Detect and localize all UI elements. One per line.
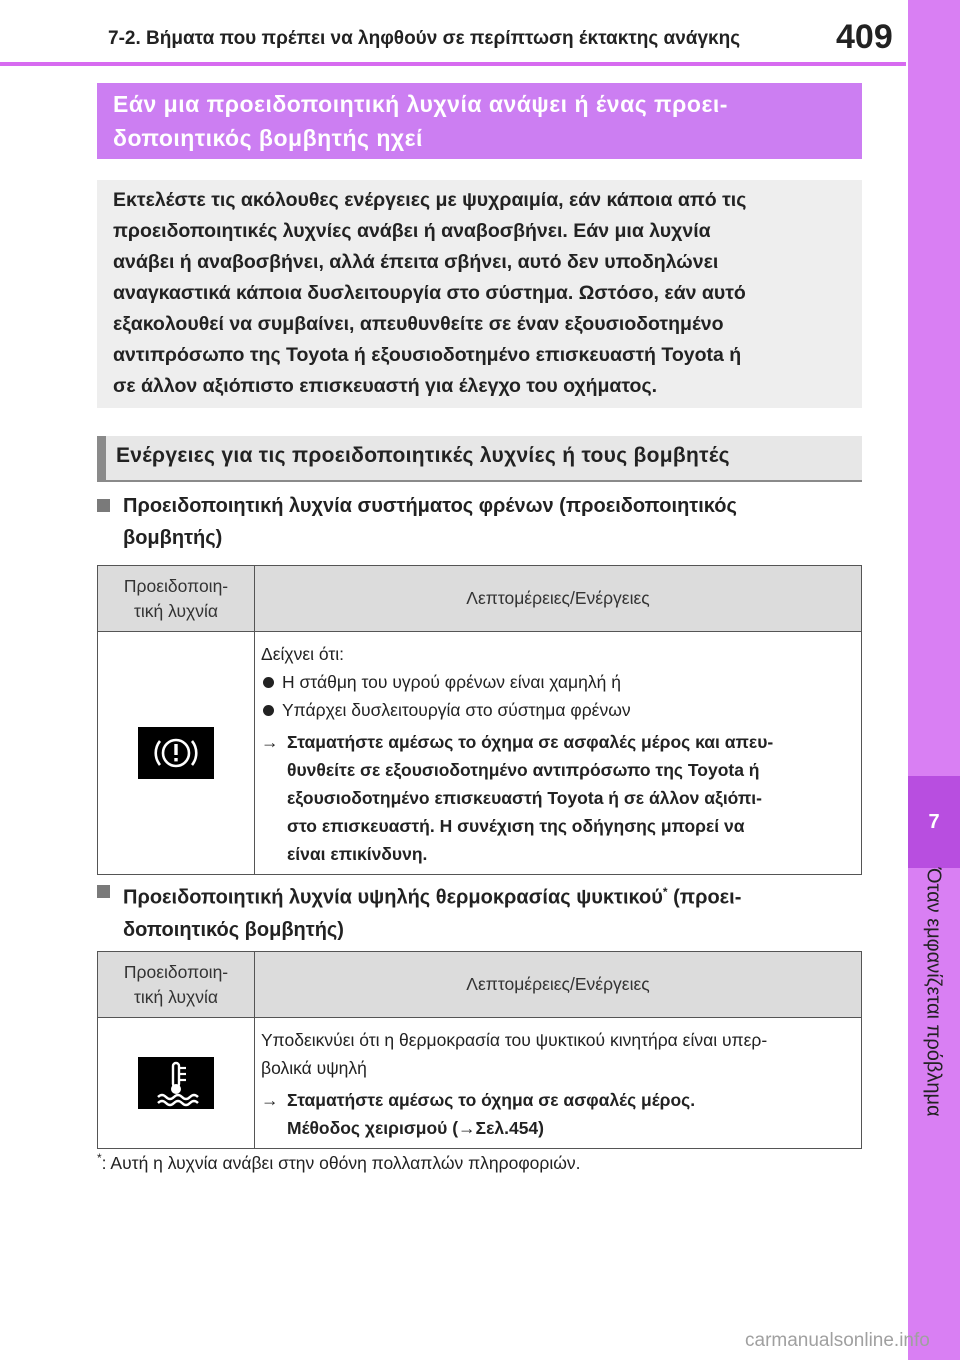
intro-line: προειδοποιητικές λυχνίες ανάβει ή αναβοσβήνει. Εάν μια λυχνία [113,220,711,242]
section-title-box [97,83,862,159]
header-lamp-line: Προειδοποιη- [123,961,229,982]
footnote-text: : Αυτή η λυχνία ανάβει στην οθόνη πολλαπλών πληροφοριών. [101,1152,581,1173]
action-line: Σταματήστε αμέσως το όχημα σε ασφαλές μέρος. [287,1090,696,1110]
square-bullet-icon [97,499,110,512]
action-line: εξουσιοδοτημένο επισκευαστή Toyota ή σε άλλον αξιόπι- [287,788,762,808]
action-line: είναι επικίνδυνη. [287,844,428,864]
brake-subheading-line: βομβητής) [123,527,223,549]
action-line: στο επισκευαστή. Η συνέχιση της οδήγησης μπορεί να [287,816,745,836]
header-lamp [98,566,255,632]
coolant-description-line: βολικά υψηλή [261,1058,367,1078]
list-item [261,696,855,724]
arrow-icon: → [261,1090,279,1110]
coolant-subheading-line [123,876,862,914]
header-lamp-line: Προειδοποιη- [123,575,229,596]
coolant-action [261,1086,855,1142]
section-heading: Ενέργειες για τις προειδοποιητικές λυχνίες ή τους βομβητές [97,436,862,482]
table-row [98,1018,862,1149]
coolant-subheading [97,876,862,946]
section-title-line: Εάν μια προειδοποιητική λυχνία ανάψει ή ένας προει- [113,91,728,117]
list-item-text: Η στάθμη του υγρού φρένων είναι χαμηλή ή [282,672,621,692]
coolant-description-line: Υποδεικνύει ότι η θερμοκρασία του ψυκτικού κινητήρα είναι υπερ- [261,1030,768,1050]
brake-icon-cell [98,632,255,875]
intro-line: εξακολουθεί να συμβαίνει, απευθυνθείτε σε έναν εξουσιοδοτημένο [113,313,724,335]
brake-action [261,728,855,868]
header-details: Λεπτομέρειες/Ενέργειες [255,952,862,1018]
indicates-text: Δείχνει ότι: [261,644,345,664]
brake-warning-icon [138,727,214,779]
bullet-dot-icon [263,677,274,688]
square-bullet-icon [97,885,110,898]
intro-text-box [97,180,862,408]
coolant-temperature-icon [138,1057,214,1109]
table-header-row [98,952,862,1018]
coolant-subheading-text: Προειδοποιητική λυχνία υψηλής θερμοκρασίας ψυκτικού [123,886,663,909]
brake-warning-table [97,565,862,875]
page-reference-link[interactable]: Μέθοδος χειρισμού (→Σελ.454) [287,1118,544,1138]
footnote-marker: * [97,1151,102,1165]
header-rule [0,62,906,66]
page-number: 409 [836,18,893,56]
action-line: Σταματήστε αμέσως το όχημα σε ασφαλές μέρος και απευ- [287,732,774,752]
coolant-icon-cell [98,1018,255,1149]
header-details: Λεπτομέρειες/Ενέργειες [255,566,862,632]
chapter-tab-number: 7 [928,810,940,833]
table-header-row [98,566,862,632]
list-item-text: Υπάρχει δυσλειτουργία στο σύστημα φρένων [282,700,631,720]
brake-details [255,632,862,875]
table-row [98,632,862,875]
watermark: carmanualsonline.info [745,1330,930,1351]
brake-subheading [97,490,862,554]
header-lamp-line: τική λυχνία [134,600,218,621]
footnote-marker: * [662,885,668,899]
intro-line: αναγκαστικά κάποια δυσλειτουργία στο σύστημα. Ωστόσο, εάν αυτό [113,282,746,304]
brake-action-text [287,728,773,868]
footnote [97,1151,581,1174]
chapter-title: 7-2. Βήματα που πρέπει να ληφθούν σε περίπτωση έκτακτης ανάγκης [108,28,741,49]
header-lamp [98,952,255,1018]
list-item [261,668,855,696]
coolant-details [255,1018,862,1149]
chapter-tab[interactable] [908,776,960,868]
coolant-action-text [287,1086,695,1142]
action-line: θυνθείτε σε εξουσιοδοτημένο αντιπρόσωπο της Toyota ή [287,760,760,780]
bullet-dot-icon [263,705,274,716]
coolant-subheading-text: (προει- [667,886,742,909]
section-title-line: δοποιητικός βομβητής ηχεί [113,125,423,151]
chapter-tab-label: Όταν εμφανίζεται πρόβλημα [922,868,945,1117]
intro-line: σε άλλον αξιόπιστο επισκευαστή για έλεγχο του οχήματος. [113,375,658,397]
brake-subheading-line: Προειδοποιητική λυχνία συστήματος φρένων (προειδοποιητικός [123,495,737,517]
intro-line: αντιπρόσωπο της Toyota ή εξουσιοδοτημένο επισκευαστή Toyota ή [113,344,742,366]
coolant-warning-table [97,951,862,1149]
intro-line: Εκτελέστε τις ακόλουθες ενέργειες με ψυχραιμία, εάν κάποια από τις [113,189,747,211]
arrow-icon: → [261,732,279,752]
coolant-subheading-line: δοποιητικός βομβητής) [123,918,344,941]
header-lamp-line: τική λυχνία [134,986,218,1007]
intro-line: ανάβει ή αναβοσβήνει, αλλά έπειτα σβήνει, αυτό δεν υποδηλώνει [113,251,719,273]
